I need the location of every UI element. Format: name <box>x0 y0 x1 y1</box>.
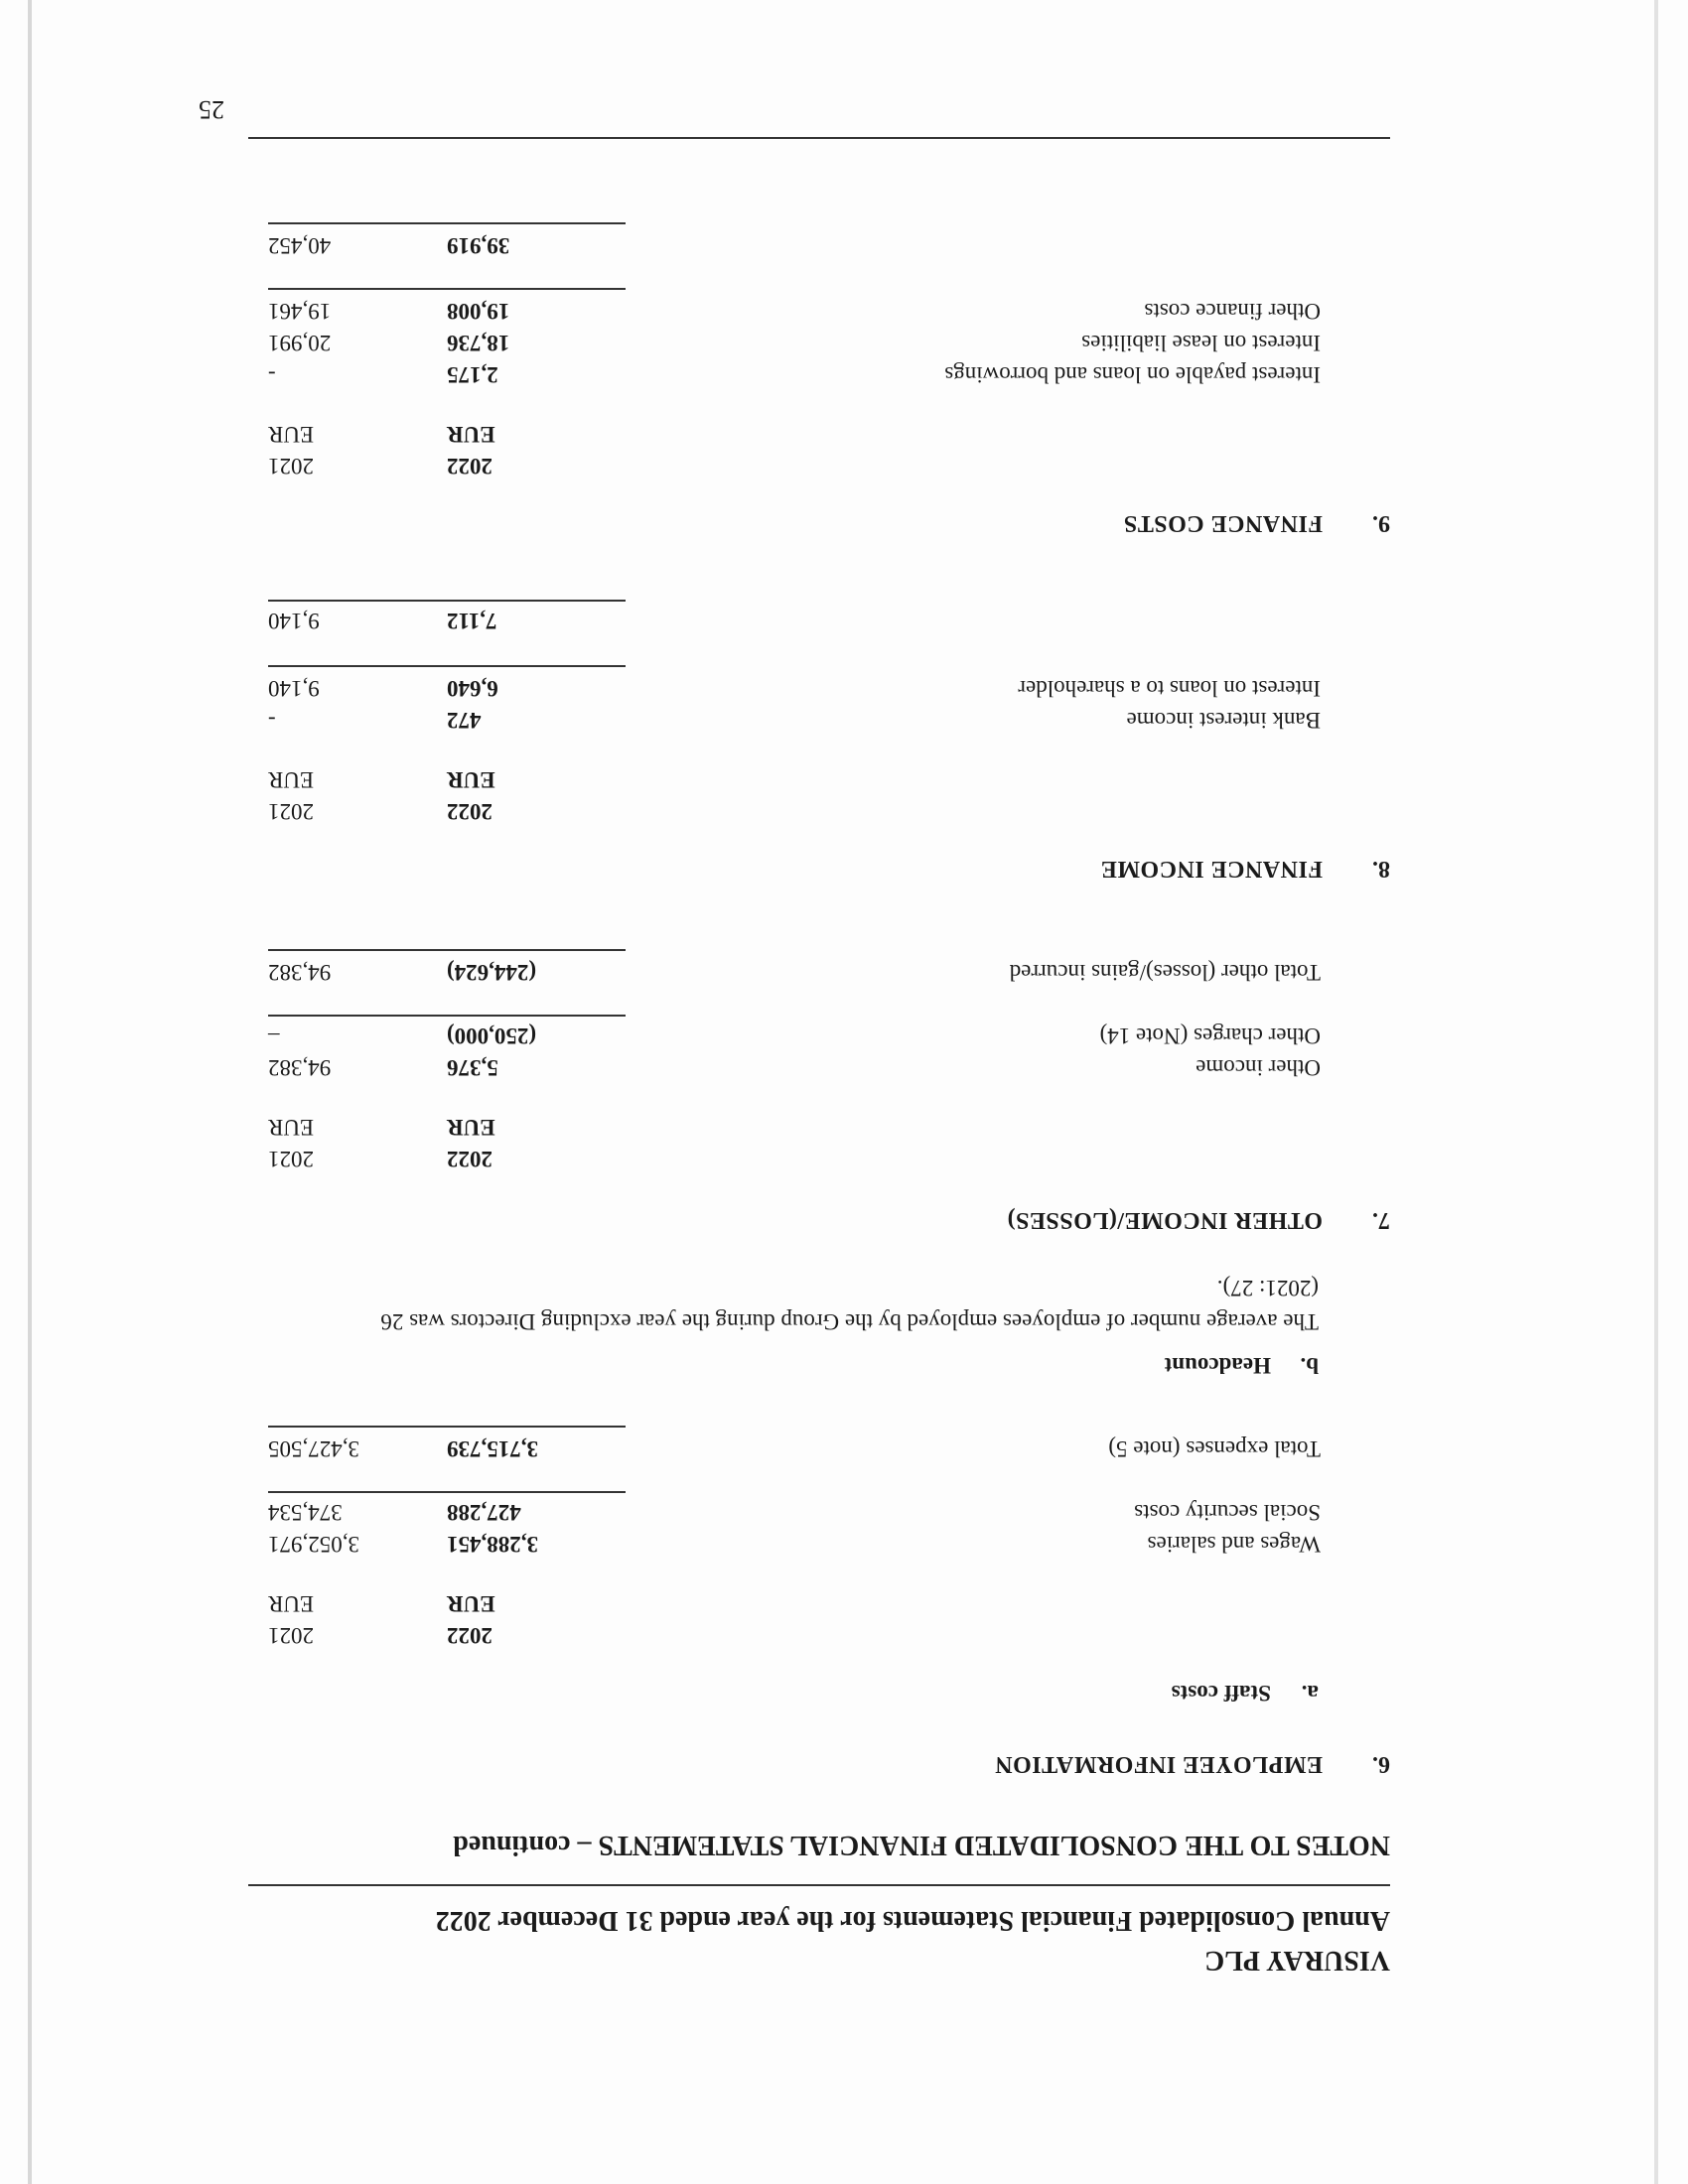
income-total-2021: 9,140 <box>268 609 320 633</box>
costs-col-2021: 2021 <box>268 454 314 478</box>
note6-number: 6. <box>1372 1751 1390 1777</box>
page-number: 25 <box>199 95 224 124</box>
costs-row-2021: 20,991 <box>268 331 332 355</box>
other-col-2021: 2021 <box>268 1147 314 1171</box>
company-name: VISURAY PLC <box>1204 1945 1390 1976</box>
report-subtitle: Annual Consolidated Financial Statements for the year ended 31 December 2022 <box>435 1905 1390 1936</box>
other-total-2021: 94,382 <box>268 960 332 985</box>
headcount-title: Headcount <box>1164 1353 1271 1378</box>
costs-row-2022: 19,008 <box>447 299 510 324</box>
scan-edge-right <box>1654 0 1658 2184</box>
income-row-label: Bank interest income <box>1126 708 1321 733</box>
notes-title: NOTES TO THE CONSOLIDATED FINANCIAL STATEMENTS – continued <box>453 1830 1390 1860</box>
costs-row-2021: - <box>268 362 276 387</box>
other-cur-2021: EUR <box>268 1115 314 1140</box>
costs-cur-2021: EUR <box>268 422 314 447</box>
other-cur-2022: EUR <box>447 1115 495 1140</box>
income-row-2022: 6,640 <box>447 676 498 701</box>
income-subtotal-rule <box>268 665 626 667</box>
headcount-text-line2: (2021: 27). <box>1216 1276 1319 1300</box>
staff-subtotal-rule <box>268 1491 626 1493</box>
note8-title: FINANCE INCOME <box>1100 856 1323 882</box>
income-row-label: Interest on loans to a shareholder <box>1018 676 1321 701</box>
income-col-2022: 2022 <box>447 799 492 824</box>
staff-total-2022: 3,715,739 <box>447 1436 538 1461</box>
headcount-text-line1: The average number of employees employed by the Group during the year excluding Directors was 26 <box>380 1309 1319 1334</box>
staff-row-2021: 3,052,971 <box>268 1532 359 1557</box>
note7-number: 7. <box>1372 1207 1390 1233</box>
costs-row-label: Other finance costs <box>1144 299 1321 324</box>
staff-col-2021: 2021 <box>268 1623 314 1648</box>
costs-row-label: Interest on lease liabilities <box>1081 331 1321 355</box>
costs-row-label: Interest payable on loans and borrowings <box>944 362 1321 387</box>
headcount-letter: b. <box>1300 1353 1319 1378</box>
costs-row-2022: 2,175 <box>447 362 498 387</box>
costs-col-2022: 2022 <box>447 454 492 478</box>
note9-number: 9. <box>1372 510 1390 536</box>
staff-cur-2022: EUR <box>447 1591 495 1616</box>
staff-costs-title: Staff costs <box>1171 1681 1271 1706</box>
income-total-rule <box>268 600 626 602</box>
income-cur-2021: EUR <box>268 767 314 792</box>
staff-row-label: Wages and salaries <box>1147 1532 1321 1557</box>
income-total-2022: 7,112 <box>447 609 497 633</box>
other-row-2021: – <box>268 1024 280 1048</box>
staff-cur-2021: EUR <box>268 1591 314 1616</box>
staff-total-rule <box>268 1426 626 1428</box>
costs-total-rule <box>268 222 626 224</box>
staff-row-2021: 374,534 <box>268 1500 343 1525</box>
income-col-2021: 2021 <box>268 799 314 824</box>
income-row-2021: 9,140 <box>268 676 320 701</box>
note8-number: 8. <box>1372 856 1390 882</box>
other-subtotal-rule <box>268 1015 626 1017</box>
income-row-2022: 472 <box>447 708 482 733</box>
costs-total-2021: 40,452 <box>268 233 332 258</box>
note7-title: OTHER INCOME/(LOSSES) <box>1007 1207 1323 1233</box>
other-total-label: Total other (losses)/gains incurred <box>1009 960 1321 985</box>
other-total-rule <box>268 949 626 951</box>
staff-row-label: Social security costs <box>1134 1500 1321 1525</box>
staff-total-label: Total expenses (note 5) <box>1108 1436 1321 1461</box>
other-total-2022: (244,624) <box>447 960 537 985</box>
header-rule <box>248 1884 1390 1886</box>
other-row-label: Other income <box>1196 1055 1321 1080</box>
footer-rule <box>248 137 1390 139</box>
staff-costs-letter: a. <box>1301 1681 1319 1706</box>
staff-row-2022: 427,288 <box>447 1500 521 1525</box>
other-col-2022: 2022 <box>447 1147 492 1171</box>
income-cur-2022: EUR <box>447 767 495 792</box>
other-row-2021: 94,382 <box>268 1055 332 1080</box>
other-row-2022: 5,376 <box>447 1055 498 1080</box>
income-row-2021: - <box>268 708 276 733</box>
staff-row-2022: 3,288,451 <box>447 1532 538 1557</box>
scan-edge-left <box>28 0 32 2184</box>
note9-title: FINANCE COSTS <box>1123 510 1323 536</box>
staff-total-2021: 3,427,505 <box>268 1436 359 1461</box>
note6-title: EMPLOYEE INFORMATION <box>994 1751 1323 1777</box>
other-row-label: Other charges (Note 14) <box>1099 1024 1321 1048</box>
staff-col-2022: 2022 <box>447 1623 492 1648</box>
costs-subtotal-rule <box>268 288 626 290</box>
costs-cur-2022: EUR <box>447 422 495 447</box>
costs-row-2022: 18,736 <box>447 331 510 355</box>
other-row-2022: (250,000) <box>447 1024 537 1048</box>
costs-row-2021: 19,461 <box>268 299 332 324</box>
costs-total-2022: 39,919 <box>447 233 510 258</box>
